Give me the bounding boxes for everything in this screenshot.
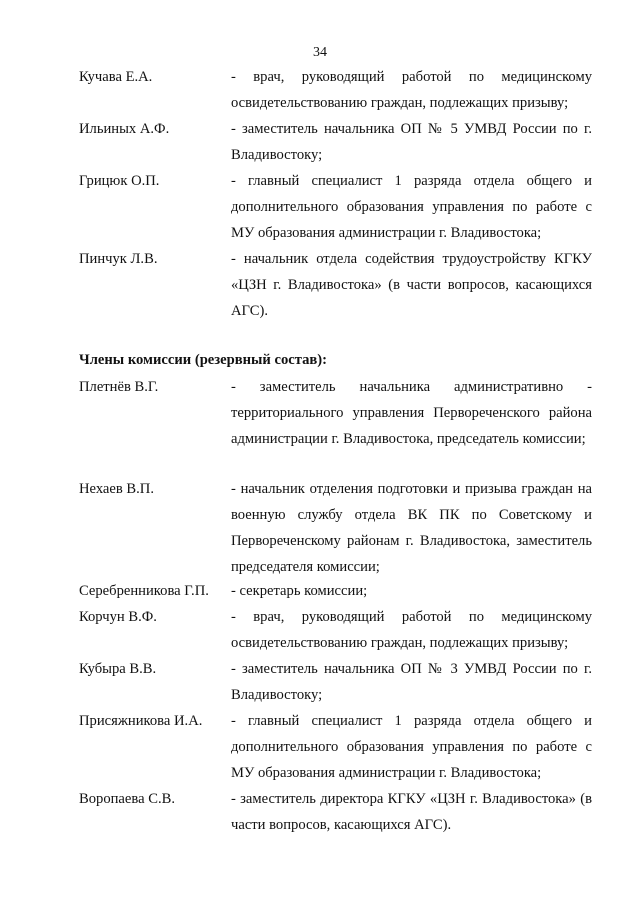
member-name: Серебренникова Г.П. [79,583,209,599]
member-name: Грицюк О.П. [79,173,160,189]
member-position: - главный специалист 1 разряда отдела общего и дополнительного образования управления по работе с МУ образования администрации г. Владивостока; [231,713,592,781]
member-name: Нехаев В.П. [79,481,154,497]
member-name: Воропаева С.В. [79,791,175,807]
member-name: Кучава Е.А. [79,69,153,85]
member-position: - начальник отдела содействия трудоустройству КГКУ «ЦЗН г. Владивостока» (в части вопросов, касающихся АГС). [231,251,592,319]
member-position: - заместитель директора КГКУ «ЦЗН г. Владивостока» (в части вопросов, касающихся АГС). [231,791,592,833]
member-position: - заместитель начальника ОП № 5 УМВД России по г. Владивостоку; [231,121,592,163]
member-name: Плетнёв В.Г. [79,379,159,395]
member-position: - заместитель начальника административно - территориального управления Первореченского района администрации г. Владивостока, председатель комиссии; [231,379,592,447]
member-name: Корчун В.Ф. [79,609,157,625]
page-number: 34 [313,45,327,60]
member-position: - секретарь комиссии; [231,583,368,599]
member-position: - заместитель начальника ОП № 3 УМВД России по г. Владивостоку; [231,661,592,703]
member-position: - врач, руководящий работой по медицинскому освидетельствованию граждан, подлежащих призыву; [231,609,592,651]
member-name: Ильиных А.Ф. [79,121,170,137]
member-position: - главный специалист 1 разряда отдела общего и дополнительного образования управления по работе с МУ образования администрации г. Владивостока; [231,173,592,241]
reserve-members-heading: Члены комиссии (резервный состав): [79,352,327,368]
member-name: Пинчук Л.В. [79,251,158,267]
member-position: - начальник отделения подготовки и призыва граждан на военную службу отдела ВК ПК по Советскому и Первореченскому районам г. Владивостока, заместитель председателя комиссии; [231,481,592,575]
member-name: Присяжникова И.А. [79,713,203,729]
member-name: Кубыра В.В. [79,661,157,677]
member-position: - врач, руководящий работой по медицинскому освидетельствованию граждан, подлежащих призыву; [231,69,592,111]
